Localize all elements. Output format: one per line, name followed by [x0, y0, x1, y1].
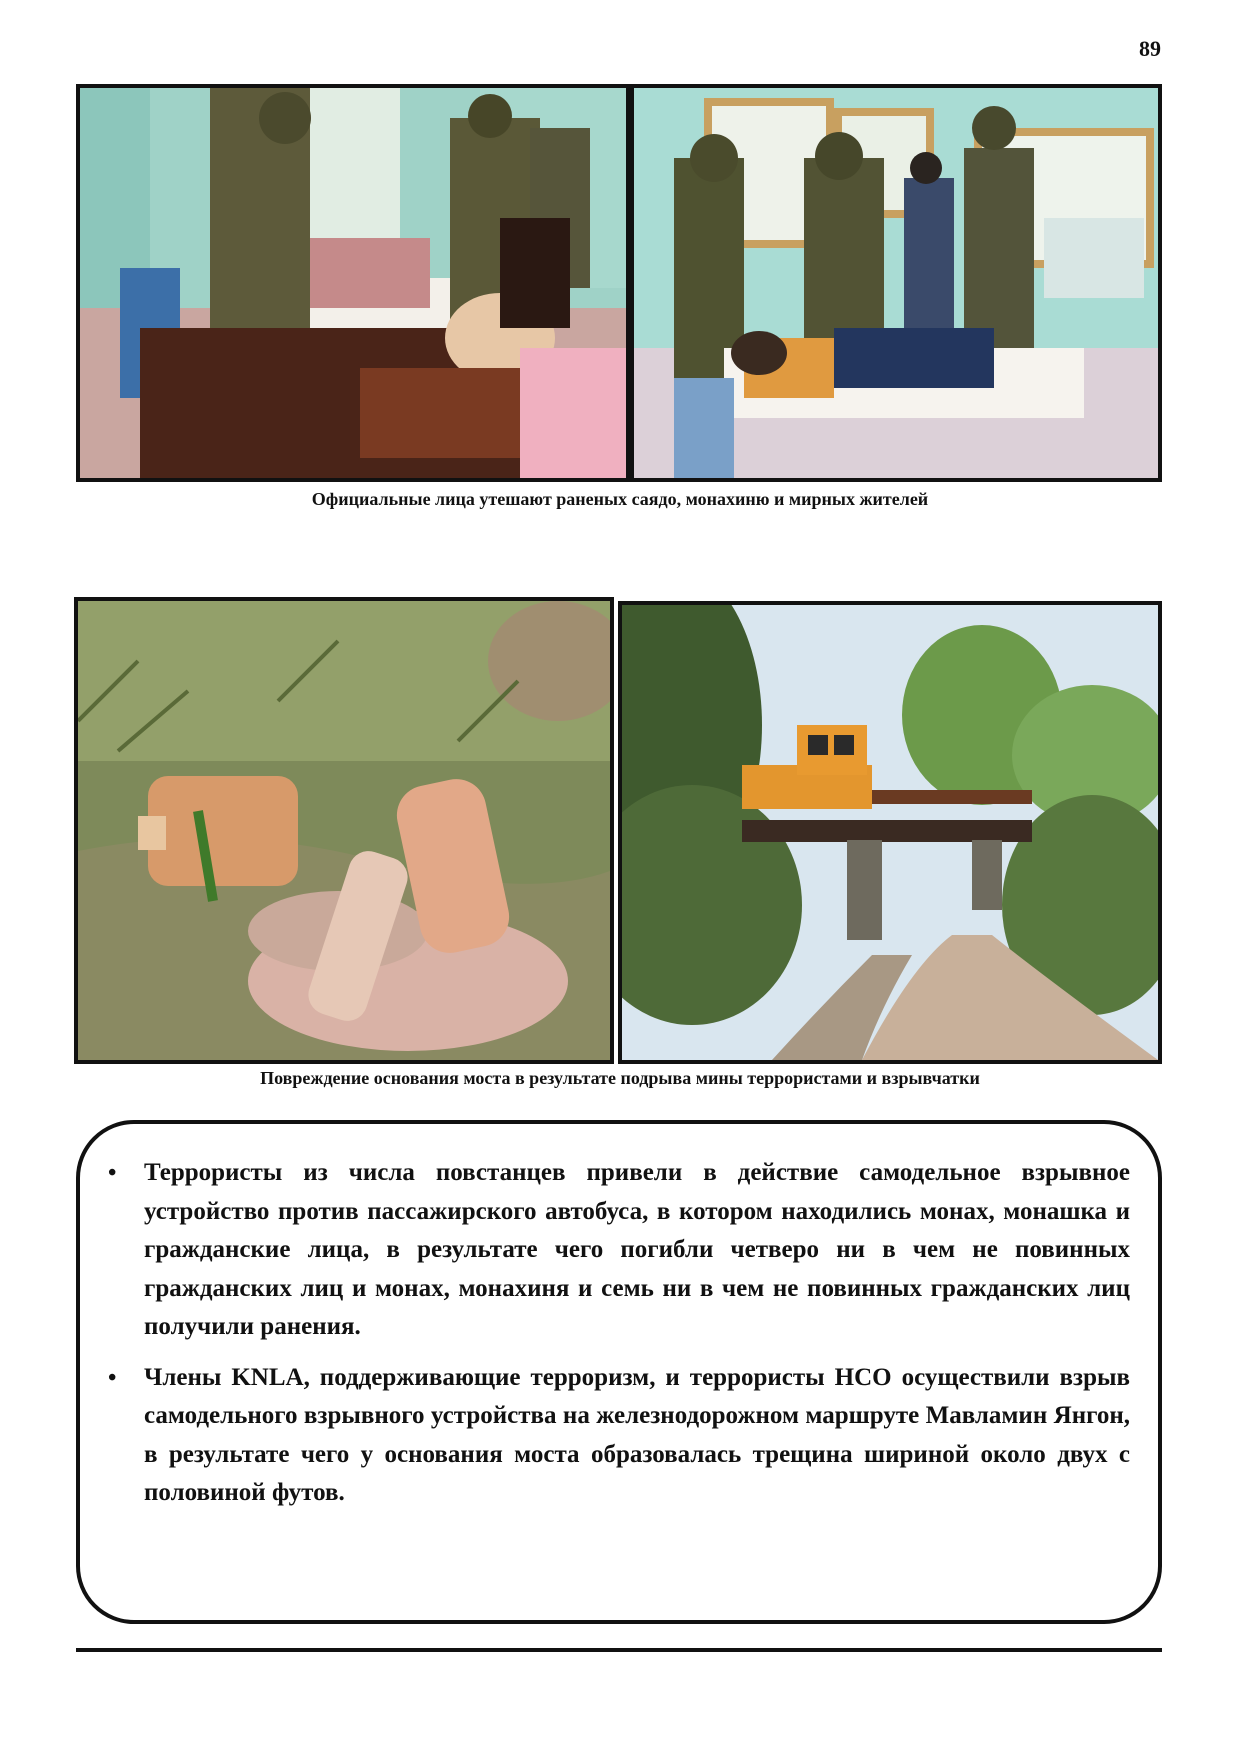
bullet-item — [108, 1154, 1130, 1347]
info-box — [76, 1120, 1162, 1624]
caption-bottom: Повреждение основания моста в результате подрыва мины террористами и взрывчатки — [260, 1068, 980, 1088]
photo-hospital-visit-monk — [76, 84, 630, 482]
photo-railway-bridge — [618, 601, 1162, 1064]
caption-top: Официальные лица утешают раненых саядо, монахиню и мирных жителей — [311, 489, 929, 509]
bullet-icon: • — [108, 1160, 117, 1186]
bullet-text: Террористы из числа повстанцев привели в действие самодельное взрывное устройство против пассажирского автобуса, в котором находились монах, монашка и гражданские лица, в результате чего погибли четверо ни в чем не повинных гражданских лиц и монах, монахиня и семь ни в чем не повинных гражданских лиц получили ранения. — [144, 1159, 1130, 1340]
photo-explosive-containers — [74, 597, 614, 1064]
photo-hospital-visit-civilian — [630, 84, 1162, 482]
bullet-list — [108, 1154, 1130, 1513]
page-number: 89 — [1139, 36, 1161, 61]
bottom-divider — [76, 1648, 1162, 1652]
bullet-icon: • — [108, 1364, 117, 1391]
bullet-item — [108, 1359, 1130, 1513]
bullet-text: Члены KNLA, поддерживающие терроризм, и террористы НСО осуществили взрыв самодельного взрывного устройства на железнодорожном маршруте Мавламин Янгон, в результате чего у основания моста образовалась трещина шириной около двух с половиной футов. — [144, 1363, 1130, 1506]
